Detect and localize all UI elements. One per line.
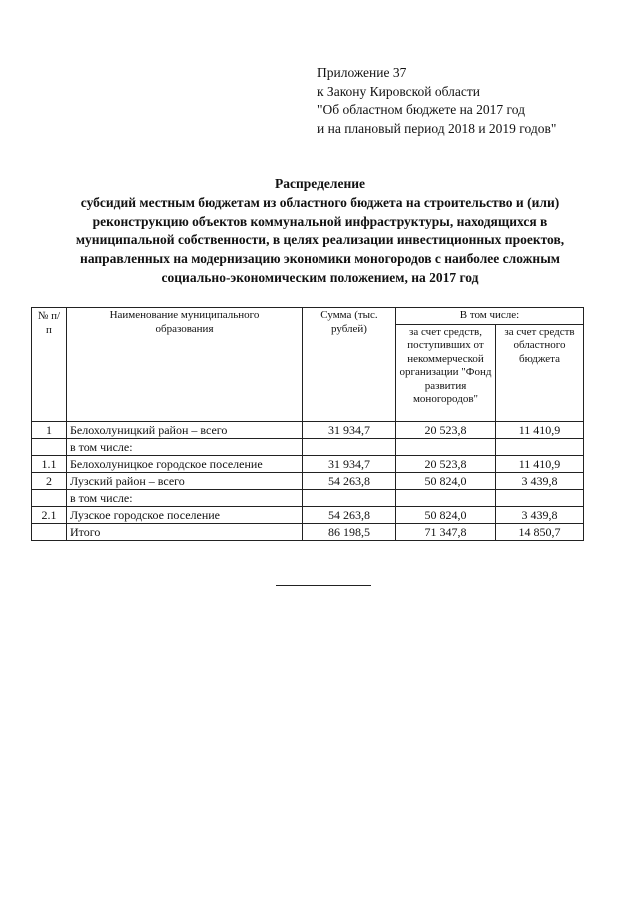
row-fund: 20 523,8 (396, 455, 496, 472)
row-sum: 54 263,8 (303, 472, 396, 489)
annex-line: Приложение 37 (317, 65, 407, 80)
row-regional (496, 489, 584, 506)
title-line: социально-экономическим положением, на 2017 год (161, 269, 479, 285)
row-sum: 86 198,5 (303, 523, 396, 540)
table-row (32, 455, 584, 472)
header-name: Наименование муниципального образования (67, 308, 303, 422)
subsidy-table (31, 307, 584, 541)
row-fund: 71 347,8 (396, 523, 496, 540)
row-num: 1.1 (32, 455, 67, 472)
table-row (32, 489, 584, 506)
table-row (32, 421, 584, 438)
header-sum: Сумма (тыс. рублей) (303, 308, 396, 422)
row-regional: 11 410,9 (496, 421, 584, 438)
row-sum: 31 934,7 (303, 455, 396, 472)
table-row (32, 472, 584, 489)
row-regional: 11 410,9 (496, 455, 584, 472)
row-fund: 50 824,0 (396, 472, 496, 489)
title-line: муниципальной собственности, в целях реализации инвестиционных проектов, (75, 232, 565, 248)
table-header-row (32, 308, 584, 325)
row-regional: 14 850,7 (496, 523, 584, 540)
row-regional: 3 439,8 (496, 506, 584, 523)
row-num: 2 (32, 472, 67, 489)
table-row (32, 438, 584, 455)
title-line: направленных на модернизацию экономики моногородов с наиболее сложным (80, 251, 560, 267)
row-name: Лузское городское поселение (67, 506, 303, 523)
row-num: 2.1 (32, 506, 67, 523)
annex-line: "Об областном бюджете на 2017 год (317, 102, 525, 117)
table-row (32, 506, 584, 523)
header-fund: за счет средств, поступивших от некоммерческой организации "Фонд развития моногородов" (396, 324, 496, 421)
row-fund (396, 489, 496, 506)
row-regional (496, 438, 584, 455)
row-sum (303, 489, 396, 506)
row-sum: 54 263,8 (303, 506, 396, 523)
title-line: реконструкцию объектов коммунальной инфраструктуры, находящихся в (92, 213, 548, 229)
header-num: № п/п (32, 308, 67, 422)
row-num (32, 489, 67, 506)
row-fund: 50 824,0 (396, 506, 496, 523)
row-num (32, 438, 67, 455)
row-name: Итого (67, 523, 303, 540)
row-num: 1 (32, 421, 67, 438)
annex-header (317, 64, 556, 138)
header-incl: В том числе: (396, 308, 584, 325)
row-name: Белохолуницкое городское поселение (67, 455, 303, 472)
annex-line: к Закону Кировской области (317, 83, 481, 99)
row-name: Лузский район – всего (67, 472, 303, 489)
title-line: субсидий местным бюджетам из областного бюджета на строительство и (или) (80, 194, 560, 210)
closing-separator-line (276, 585, 371, 586)
row-fund (396, 438, 496, 455)
row-regional: 3 439,8 (496, 472, 584, 489)
table-total-row (32, 523, 584, 540)
row-sum: 31 934,7 (303, 421, 396, 438)
document-title (20, 175, 620, 288)
row-name: в том числе: (67, 438, 303, 455)
row-name: в том числе: (67, 489, 303, 506)
row-num (32, 523, 67, 540)
annex-line: и на плановый период 2018 и 2019 годов" (317, 120, 557, 136)
row-sum (303, 438, 396, 455)
header-regional: за счет средств областного бюджета (496, 324, 584, 421)
title-heading: Распределение (274, 176, 366, 191)
row-fund: 20 523,8 (396, 421, 496, 438)
row-name: Белохолуницкий район – всего (67, 421, 303, 438)
